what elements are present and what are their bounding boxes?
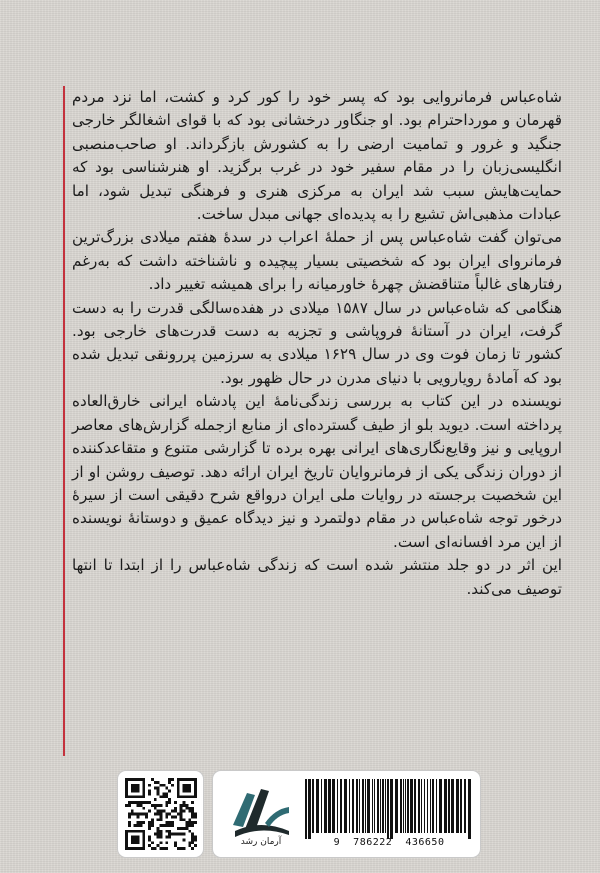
red-margin-rule [63, 86, 65, 756]
isbn-barcode-panel [212, 770, 481, 858]
back-cover-text [72, 86, 562, 601]
paragraph-1: شاه‌عباس فرمانروایی بود که پسر خود را کور کرد و کشت، اما نزد مردم قهرمان و مورداحترام بود. او جنگاور درخشانی بود که با قوای اشغالگر خارجی جنگید و غرور و تمامیت ارضی را به کشورش بازگرداند. او صاحب‌منصبی انگلیسی‌زبان را در مقام سفیر خود در غرب برگزید. او هنرشناسی بود که حمایت‌هایش سبب شد ایران به مرکزی هنری و فرهنگی تبدیل شود، اما عبادات مذهبی‌اش تشیع را به پدیده‌ای جهانی مبدل ساخت. [72, 88, 562, 224]
paragraph-4: نویسنده در این کتاب به بررسی زندگی‌نامهٔ این پادشاه ایرانی خارق‌العاده پرداخته است. دیوید بلو از طیف گسترده‌ای از منابع ازجمله گزارش‌های معاصر اروپایی و نیز وقایع‌نگاری‌های ایرانی بهره برده تا گزارشی متنوع و متقاعدکننده از دوران زندگی یکی از فرمانروایان تاریخ ایران ارائه دهد. توصیف روشن او از این شخصیت برجسته در روایات ملی ایران درواقع شرح دقیقی است از سیرهٔ درخور توجه شاه‌عباس در مقام دولتمرد و نیز دیدگاه عمیق و دوستانهٔ نویسنده از این مرد افسانه‌ای است. [72, 392, 562, 551]
isbn-prefix: 9 [333, 837, 341, 848]
publisher-name: آرمان رشد [240, 837, 282, 847]
paragraph-3: هنگامی که شاه‌عباس در سال ۱۵۸۷ میلادی در هفده‌سالگی قدرت را به دست گرفت، ایران در آستانهٔ فروپاشی و تجزیه به دست قدرت‌های خارجی بود. کشور تا زمان فوت وی در سال ۱۶۲۹ میلادی به سرزمین پررونقی تبدیل شده بود که آمادهٔ رویارویی با دنیای مدرن در حال ظهور بود. [72, 298, 563, 387]
isbn-number [303, 837, 475, 848]
qr-code[interactable] [117, 770, 204, 858]
isbn-left-group: 786222 [353, 837, 393, 848]
barcode-icon [303, 779, 475, 839]
badge-row [117, 770, 481, 856]
paragraph-2: می‌توان گفت شاه‌عباس پس از حملهٔ اعراب در سدهٔ هفتم میلادی بزرگ‌ترین فرمانروای ایران بود که شخصیتی بسیار پیچیده و ناشناخته داشت که به‌رغم رفتارهای غالباً متناقضش چهرهٔ خاورمیانه را برای همیشه تغییر داد. [72, 228, 562, 294]
paragraph-5: این اثر در دو جلد منتشر شده است که زندگی شاه‌عباس را از ابتدا تا انتها توصیف می‌کند. [72, 556, 562, 598]
qr-code-icon [125, 778, 197, 850]
isbn-right-group: 436650 [405, 837, 445, 848]
